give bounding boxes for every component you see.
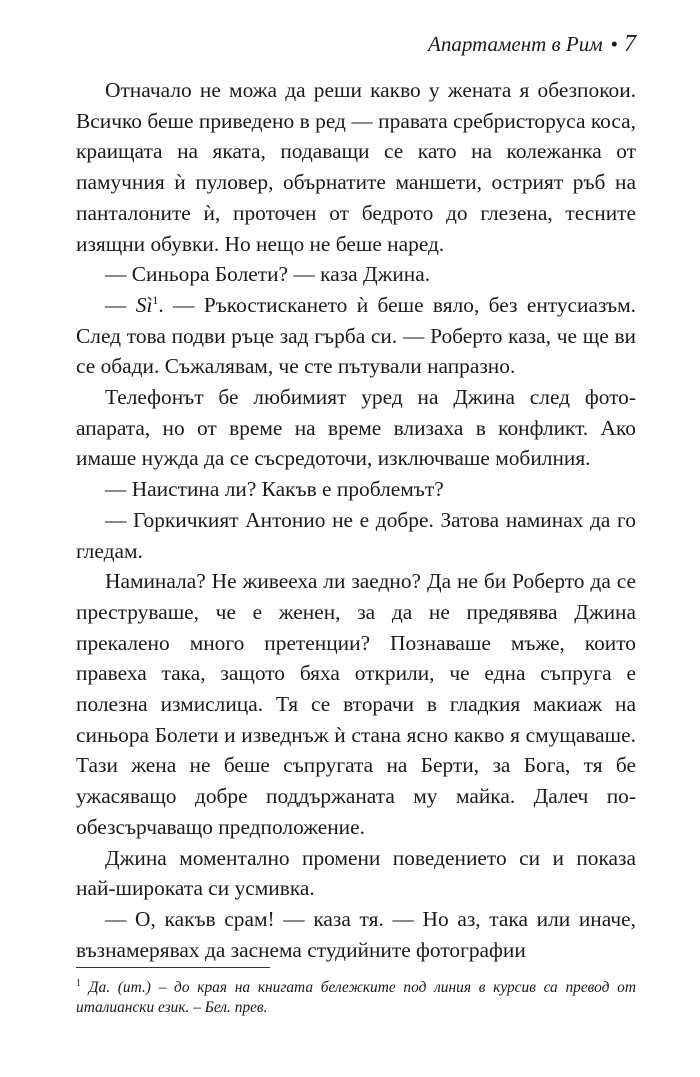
page-number: 7 xyxy=(624,31,636,57)
header-bullet: • xyxy=(610,32,618,56)
footnote-number: 1 xyxy=(76,977,81,989)
paragraph: Отначало не можа да реши какво у жената я обезпокои. Всичко беше приведено в ред — правата сребристоруса коса, краищата на яката, подаващи се като на колежанка от памучния ѝ пуловер, обърнатите маншети, острият ръб на панталоните ѝ, проточен от бедрото до глезена, тесните изящни обувки. Но нещо не беше наред. xyxy=(76,78,636,256)
paragraph: — Синьора Болети? — каза Джина. xyxy=(105,262,431,287)
paragraph-rest: . — Ръкостискането ѝ беше вяло, без ентусиазъм. След това подви ръце зад гърба си. — Роберто каза, че ще ви се обади. Съжалявам, че сте пътували напразно. xyxy=(76,292,636,379)
body-text xyxy=(76,75,636,965)
paragraph: — Горкичкият Антонио не е добре. Затова наминах да го гледам. xyxy=(76,507,636,563)
footnote-marker: 1 xyxy=(152,292,159,307)
running-header-title: Апартамент в Рим xyxy=(428,32,603,56)
dialogue-dash: — xyxy=(105,292,136,317)
paragraph: — Наистина ли? Какъв е проблемът? xyxy=(105,477,444,502)
paragraph xyxy=(76,290,636,382)
running-header xyxy=(428,30,636,58)
paragraph: Джина моментално промени поведението си и показа най-широката си усмивка. xyxy=(76,845,636,901)
book-page xyxy=(76,0,636,1077)
paragraph: Телефонът бе любимият уред на Джина след фотоапарата, но от време на време влизаха в конфликт. Ако имаше нужда да се съсредоточи, изключваше мобилния. xyxy=(76,385,636,471)
footnote-text: Да. (ит.) – до края на книгата бележките под линия в курсив са превод от италиански език. – Бел. прев. xyxy=(76,979,636,1016)
footnote xyxy=(76,978,636,1018)
italian-word: Sì xyxy=(135,292,153,317)
paragraph: Наминала? Не живееха ли заедно? Да не би Роберто да се преструваше, че е женен, за да не предявява Джина прекалено много претенции? Познаваше мъже, които правеха така, защото бяха открили, че една съпруга е полезна измислица. Тя се вторачи в гладкия макиаж на синьора Болети и изведнъж ѝ стана ясно какво я смущаваше. Тази жена не беше съпругата на Берти, за Бога, тя бе ужасяващо добре поддържаната му майка. Далеч по-обезсърчаващо предположение. xyxy=(76,569,636,839)
paragraph: — О, какъв срам! — каза тя. — Но аз, така или иначе, възнамерявах да заснема студийните фотографии xyxy=(76,906,636,962)
footnote-divider xyxy=(76,967,270,968)
